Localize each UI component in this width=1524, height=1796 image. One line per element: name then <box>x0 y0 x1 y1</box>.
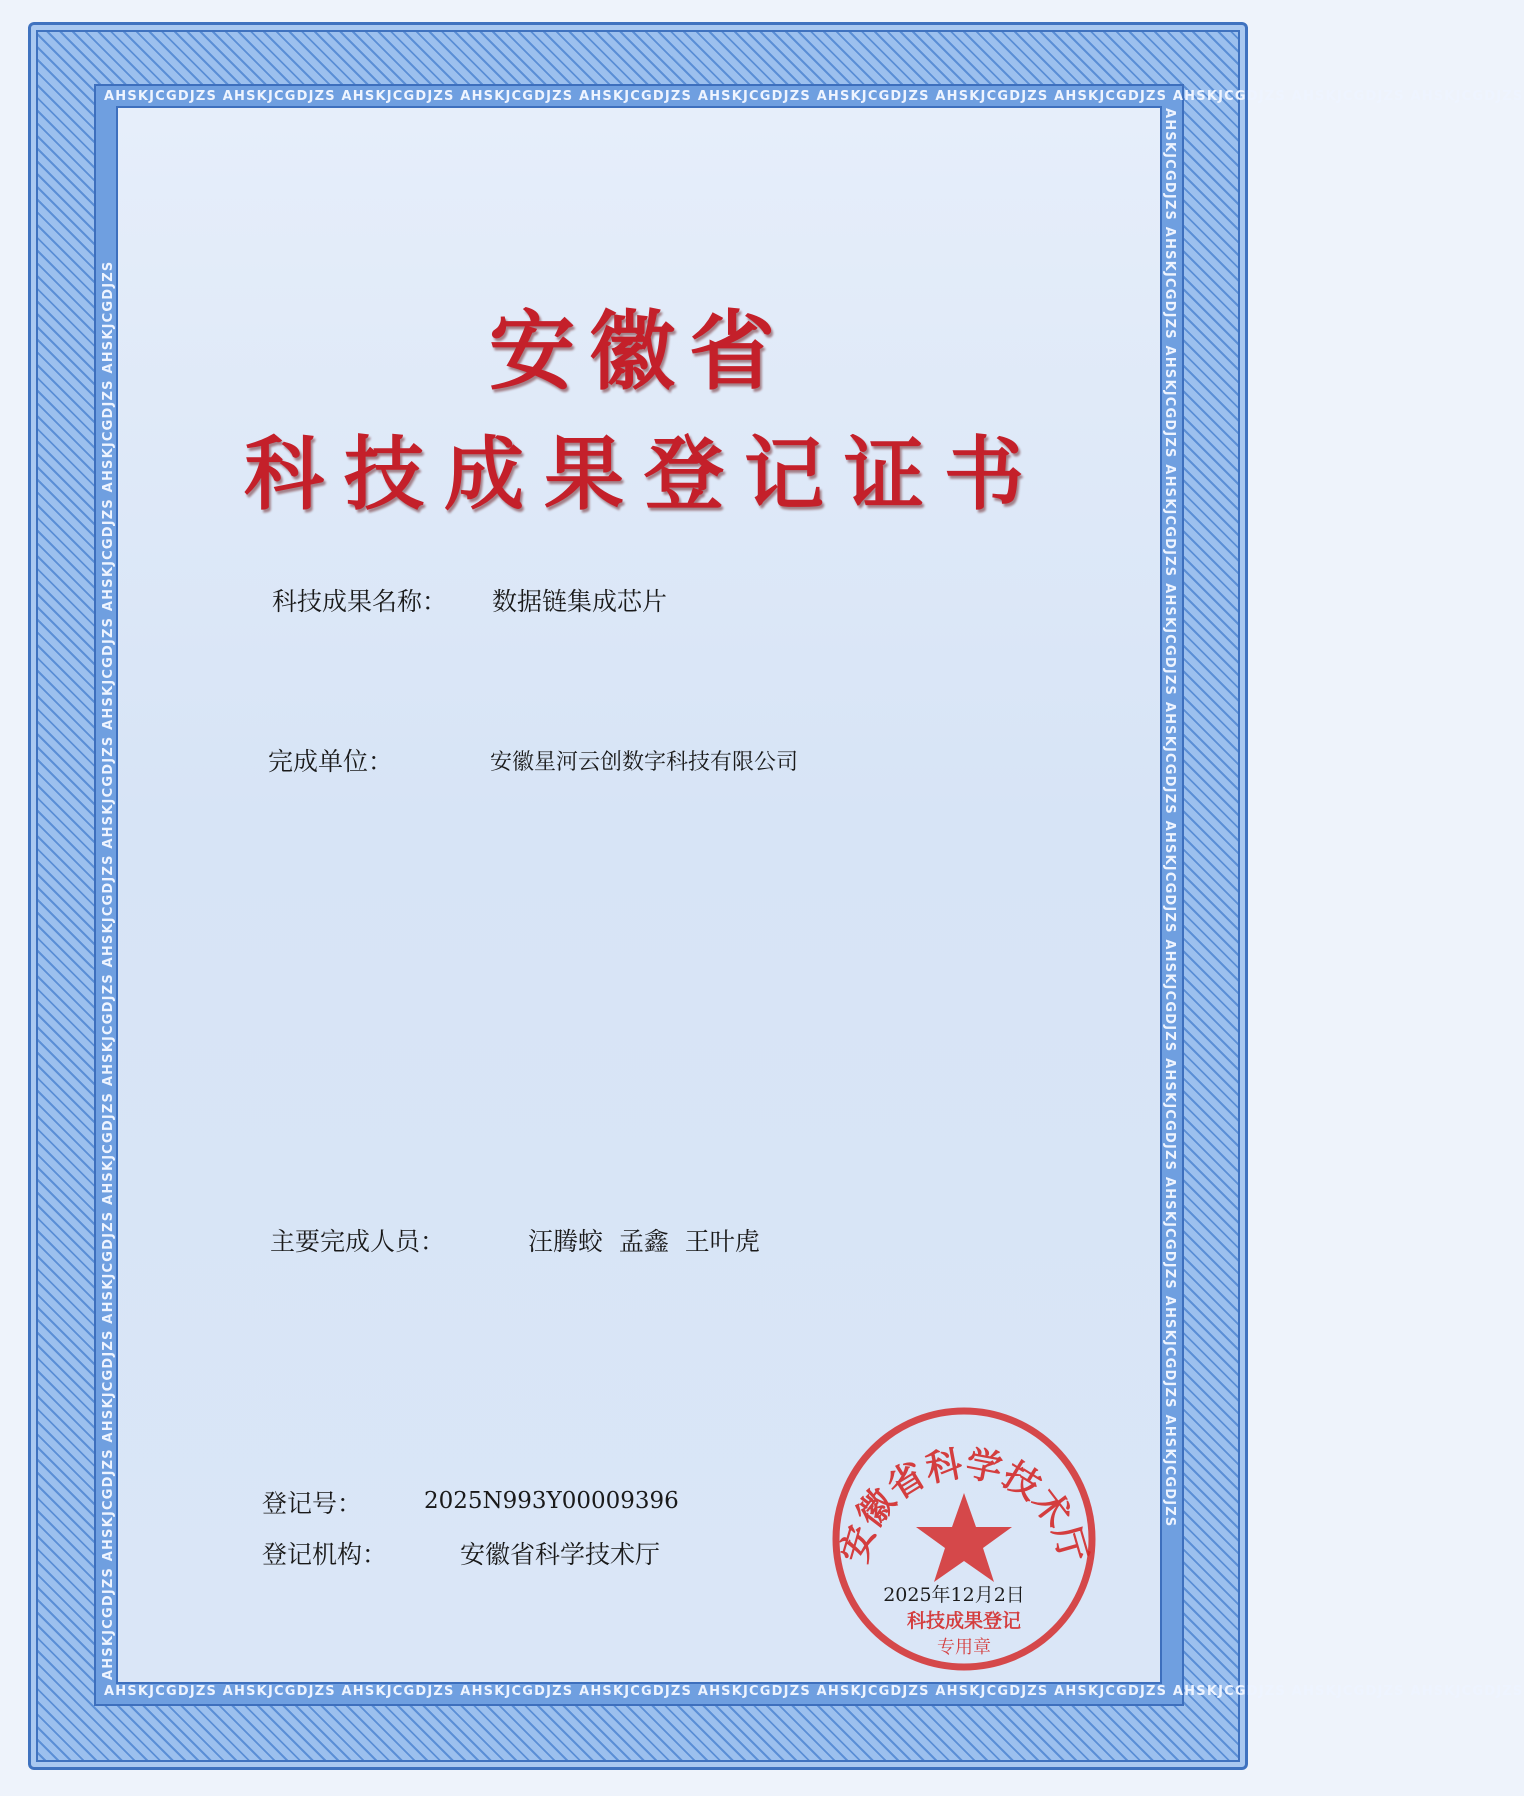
personnel-names: 汪腾蛟 孟鑫 王叶虎 <box>528 1227 760 1256</box>
achievement-name-label: 科技成果名称： <box>272 587 448 616</box>
seal-text-line2: 专用章 <box>937 1637 991 1658</box>
organization-label: 完成单位： <box>268 747 394 776</box>
seal-text-line1: 科技成果登记 <box>906 1610 1022 1632</box>
security-band-text-top: AHSKJCGDJZS AHSKJCGDJZS AHSKJCGDJZS AHSKJCGDJZS AHSKJCGDJZS AHSKJCGDJZS AHSKJCGDJZS AHSKJCGDJZS AHSKJCGDJZS AHSKJCGDJZS AHSKJCGDJZS AHSKJCGDJZS <box>104 89 1524 104</box>
registry-name: 安徽省科学技术厅 <box>460 1540 661 1569</box>
personnel-label: 主要完成人员： <box>270 1227 446 1256</box>
seal-star-icon <box>916 1493 1012 1582</box>
certificate-title-province: 安徽省 <box>489 301 789 402</box>
certificate-title: 科技成果登记证书 <box>244 427 1044 521</box>
registration-number: 2025N993Y00009396 <box>424 1488 679 1514</box>
seal-date: 2025年12月2日 <box>883 1584 1025 1606</box>
achievement-name: 数据链集成芯片 <box>492 587 668 616</box>
security-band-text-left: AHSKJCGDJZS AHSKJCGDJZS AHSKJCGDJZS AHSKJCGDJZS AHSKJCGDJZS AHSKJCGDJZS AHSKJCGDJZS AHSKJCGDJZS AHSKJCGDJZS AHSKJCGDJZS AHSKJCGDJZS AHSKJCGDJZS <box>101 260 116 1680</box>
registration-number-label: 登记号： <box>262 1489 363 1518</box>
registry-label: 登记机构： <box>262 1540 388 1569</box>
security-band-text-right: AHSKJCGDJZS AHSKJCGDJZS AHSKJCGDJZS AHSKJCGDJZS AHSKJCGDJZS AHSKJCGDJZS AHSKJCGDJZS AHSKJCGDJZS AHSKJCGDJZS AHSKJCGDJZS AHSKJCGDJZS AHSKJCGDJZS <box>1162 108 1177 1528</box>
official-seal <box>830 1405 1098 1673</box>
organization-name: 安徽星河云创数字科技有限公司 <box>490 750 799 775</box>
seal-ring-text: 安徽省科学技术厅 <box>833 1442 1095 1568</box>
security-band-text-bottom: AHSKJCGDJZS AHSKJCGDJZS AHSKJCGDJZS AHSKJCGDJZS AHSKJCGDJZS AHSKJCGDJZS AHSKJCGDJZS AHSKJCGDJZS AHSKJCGDJZS AHSKJCGDJZS AHSKJCGDJZS AHSKJCGDJZS <box>104 1684 1524 1699</box>
